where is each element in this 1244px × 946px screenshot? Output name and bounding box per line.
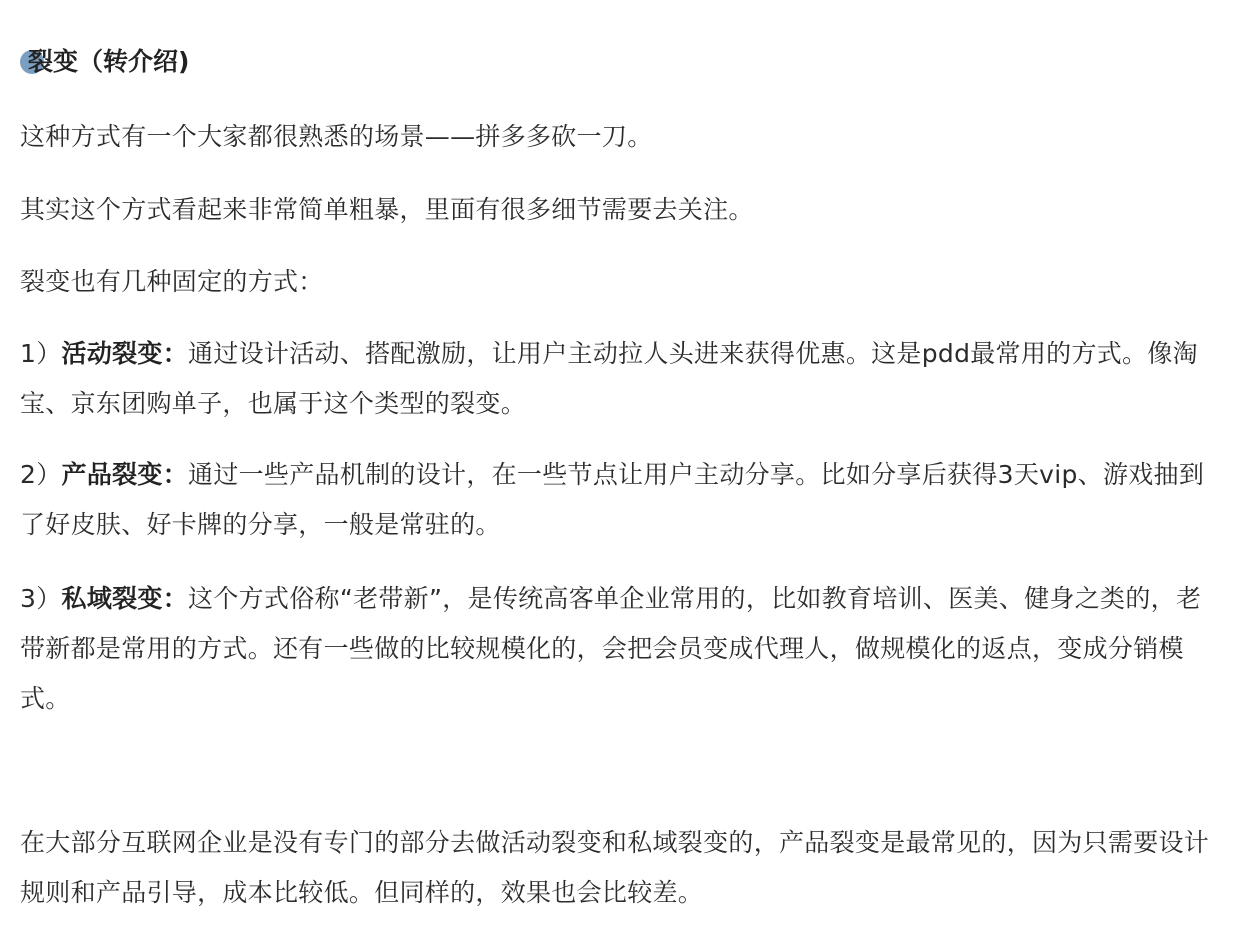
section-heading-text: 裂变（转介绍) <box>28 47 190 76</box>
paragraph-types-lead: 裂变也有几种固定的方式： <box>20 267 324 296</box>
list-item-term: 活动裂变： <box>61 339 189 368</box>
list-item-text: 这个方式俗称“老带新”，是传统高客单企业常用的，比如教育培训、医美、健身之类的，老带新都是常用的方式。还有一些做的比较规模化的，会把会员变成代理人，做规模化的返点，变成分销模式。 <box>20 584 1202 713</box>
section-heading <box>20 42 190 82</box>
paragraph-intro: 这种方式有一个大家都很熟悉的场景——拼多多砍一刀。 <box>20 122 653 151</box>
list-item-private-domain <box>20 574 1210 724</box>
list-item-term: 私域裂变： <box>61 584 189 613</box>
list-item-number: 1） <box>20 339 62 368</box>
list-item-number: 2） <box>20 460 62 489</box>
list-item-product <box>20 450 1210 550</box>
paragraph-conclusion: 在大部分互联网企业是没有专门的部分去做活动裂变和私域裂变的，产品裂变是最常见的，因为只需要设计规则和产品引导，成本比较低。但同样的，效果也会比较差。 <box>20 828 1210 907</box>
list-item-activity <box>20 329 1210 429</box>
paragraph-detail: 其实这个方式看起来非常简单粗暴，里面有很多细节需要去关注。 <box>20 195 754 224</box>
list-item-term: 产品裂变： <box>61 460 189 489</box>
list-item-text: 通过一些产品机制的设计，在一些节点让用户主动分享。比如分享后获得3天vip、游戏抽到了好皮肤、好卡牌的分享，一般是常驻的。 <box>20 460 1205 539</box>
list-item-text: 通过设计活动、搭配激励，让用户主动拉人头进来获得优惠。这是pdd最常用的方式。像淘宝、京东团购单子，也属于这个类型的裂变。 <box>20 339 1198 418</box>
list-item-number: 3） <box>20 584 62 613</box>
